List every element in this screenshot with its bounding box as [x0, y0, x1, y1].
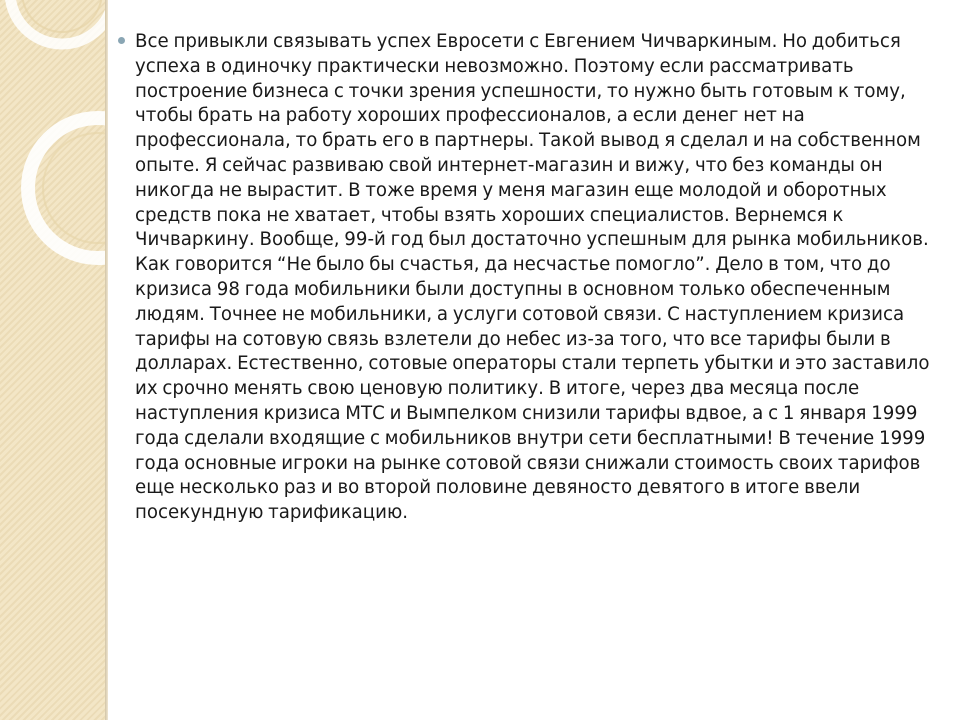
slide-content: [118, 30, 930, 526]
panel-divider: [105, 0, 108, 720]
body-paragraph: Все привыкли связывать успех Евросети с Евгением Чичваркиным. Но добиться успеха в одиночку практически невозможно. Поэтому если рассматривать построение бизнеса с точки зрения успешности, то нужно быть готовым к тому, чтобы брать на работу хороших профессионалов, а если денег нет на профессионала, то брать его в партнеры. Такой вывод я сделал и на собственном опыте. Я сейчас развиваю свой интернет-магазин и вижу, что без команды он никогда не вырастит. В тоже время у меня магазин еще молодой и оборотных средств пока не хватает, чтобы взять хороших специалистов. Вернемся к Чичваркину. Вообще, 99-й год был достаточно успешным для рынка мобильников. Как говорится “Не было бы счастья, да несчастье помогло”. Дело в том, что до кризиса 98 года мобильники были доступны в основном только обеспеченным людям. Точнее не мобильники, а услуги сотовой связи. С наступлением кризиса тарифы на сотовую связь взлетели до небес из-за того, что все тарифы были в долларах. Естественно, сотовые операторы стали терпеть убытки и это заставило их срочно менять свою ценовую политику. В итоге, через два месяца после наступления кризиса МТС и Вымпелком снизили тарифы вдвое, а с 1 января 1999 года сделали входящие с мобильников внутри сети бесплатными! В течение 1999 года основные игроки на рынке сотовой связи снижали стоимость своих тарифов еще несколько раз и во второй половине девяносто девятого в итоге ввели посекундную тарификацию.: [135, 31, 930, 524]
bullet-item: [118, 30, 930, 526]
decorative-side-panel: [0, 0, 105, 720]
ring-middle-inner: [43, 133, 105, 243]
ring-middle: [28, 118, 105, 258]
decorative-rings: [0, 0, 105, 720]
ring-top-inner: [22, 0, 102, 32]
circle-bullet-icon: [118, 37, 125, 44]
